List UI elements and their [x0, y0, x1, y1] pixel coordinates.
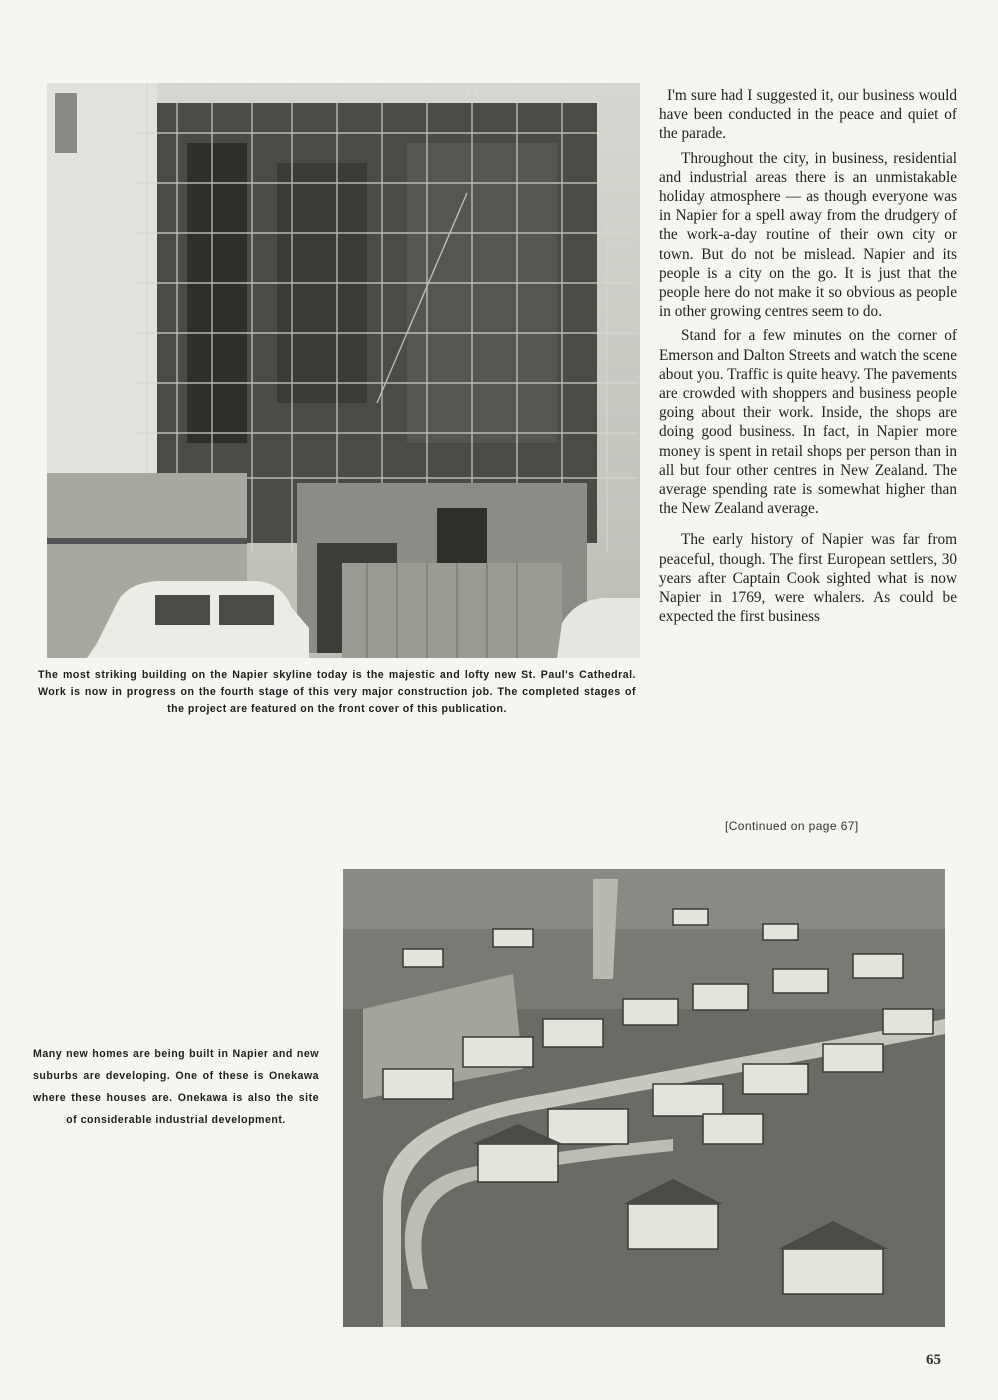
suburb-photo	[343, 869, 945, 1327]
cathedral-caption	[38, 667, 636, 718]
suburb-caption-text: Many new homes are being built in Napier and new suburbs are developing. One of these is Onekawa where these houses are. Onekawa is also the site of considerable industrial development.	[33, 1048, 319, 1126]
continued-note: [Continued on page 67]	[725, 819, 859, 833]
page-number: 65	[926, 1352, 941, 1368]
article-paragraph-1: I'm sure had I suggested it, our business would have been conducted in the peace and quiet of the parade.	[659, 87, 957, 143]
article-paragraph-2: Throughout the city, in business, residential and industrial areas there is an unmistakable holiday atmosphere — as though everyone was in Napier for a spell away from the drudgery of the work-a-day routine of their own city or town. But do not be mislead. Napier and its people is a city on the go. It is just that the people here do not make it so obvious as people in other growing centres seem to do.	[659, 149, 957, 321]
suburb-caption	[33, 1043, 319, 1131]
article-column	[659, 86, 957, 631]
cathedral-photo-image	[47, 83, 640, 658]
article-paragraph-3: Stand for a few minutes on the corner of Emerson and Dalton Streets and watch the scene about you. Traffic is quite heavy. The pavements are crowded with shoppers and business people going about their work. Inside, the shops are doing good business. In fact, in Napier more money is spent in retail shops per person than in all but four other centres in New Zealand. The average spending rate is somewhat higher than the New Zealand average.	[659, 327, 957, 518]
suburb-photo-image	[343, 869, 945, 1327]
article-paragraph-4: The early history of Napier was far from peaceful, though. The first European settlers, 30 years after Captain Cook sighted what is now Napier in 1769, were whalers. As could be expected the first business	[659, 531, 957, 626]
cathedral-caption-text: The most striking building on the Napier skyline today is the majestic and lofty new St. Paul's Cathedral. Work is now in progress on the fourth stage of this very major construction job. The completed stages of the project are featured on the front cover of this publication.	[38, 669, 636, 715]
cathedral-photo	[47, 83, 640, 658]
